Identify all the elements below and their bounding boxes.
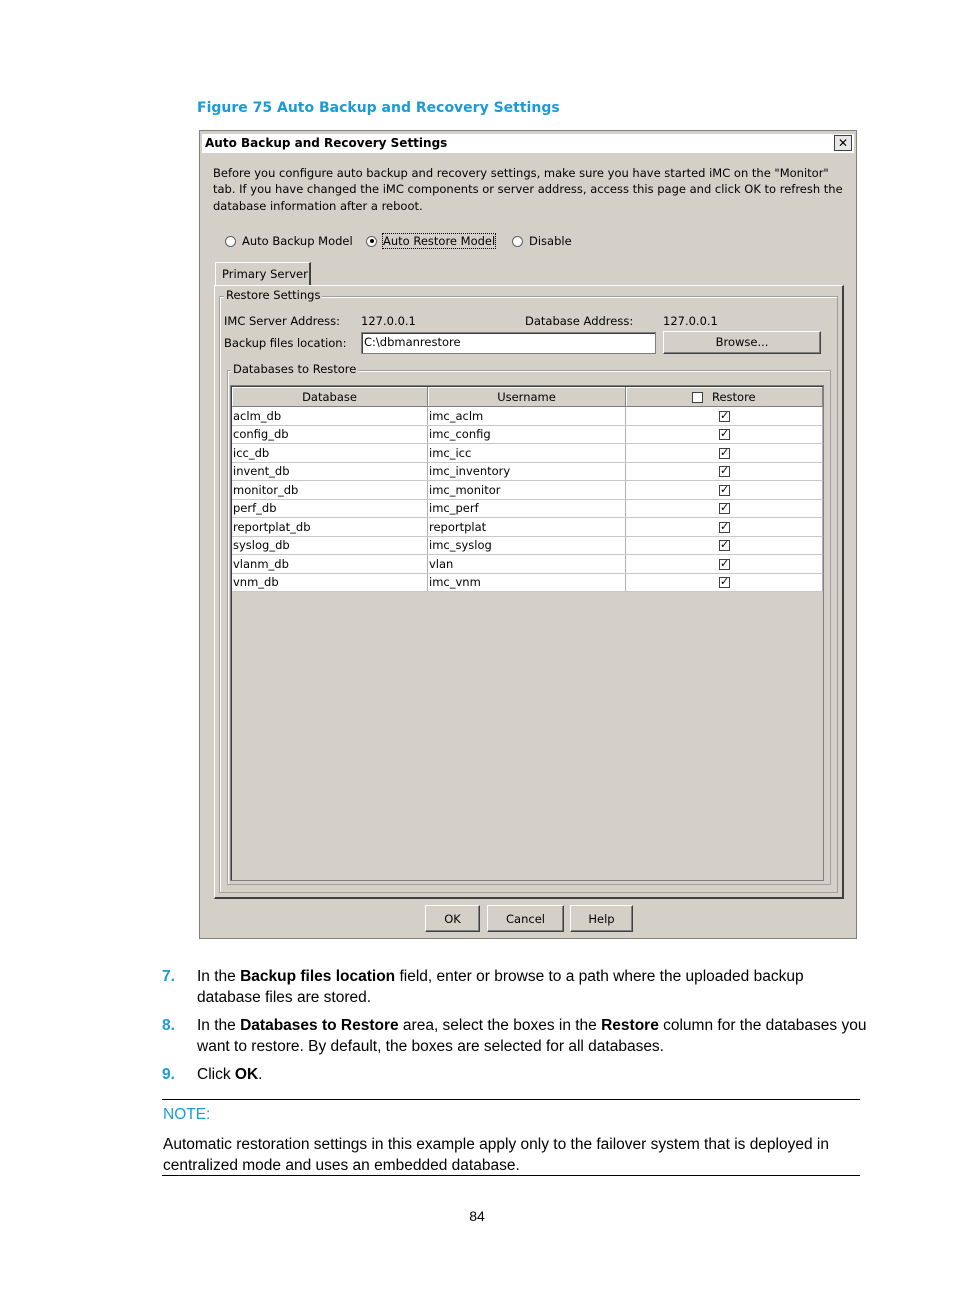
step-9 <box>162 1064 867 1085</box>
step-number: 7. <box>162 968 175 985</box>
imc-server-address-value: 127.0.0.1 <box>361 314 416 328</box>
step-bold: Backup files location <box>240 968 396 985</box>
database-cell: reportplat_db <box>232 518 428 537</box>
restore-checkbox[interactable] <box>719 540 730 551</box>
mode-disable[interactable] <box>512 234 572 248</box>
help-button[interactable]: Help <box>570 905 633 932</box>
database-cell: monitor_db <box>232 481 428 500</box>
restore-checkbox[interactable] <box>719 559 730 570</box>
database-cell: config_db <box>232 425 428 444</box>
username-cell: imc_vnm <box>428 573 626 592</box>
step-number: 9. <box>162 1066 175 1083</box>
restore-all-checkbox[interactable] <box>692 392 703 403</box>
step-text: column for the databases you want to restore. By default, the boxes are selected for all databases. <box>197 1017 867 1055</box>
backup-location-input[interactable]: C:\dbmanrestore <box>361 332 656 354</box>
table-row[interactable] <box>232 462 823 481</box>
username-cell: imc_monitor <box>428 481 626 500</box>
step-number: 8. <box>162 1017 175 1034</box>
restore-cell <box>626 573 823 592</box>
username-cell: imc_inventory <box>428 462 626 481</box>
table-row[interactable] <box>232 499 823 518</box>
databases-group-label: Databases to Restore <box>233 362 357 376</box>
browse-button[interactable]: Browse... <box>663 331 821 354</box>
table-row[interactable] <box>232 481 823 500</box>
step-text: In the <box>197 1017 241 1034</box>
restore-cell <box>626 536 823 555</box>
restore-cell <box>626 555 823 574</box>
restore-checkbox[interactable] <box>719 429 730 440</box>
restore-checkbox[interactable] <box>719 577 730 588</box>
col-username[interactable]: Username <box>428 387 626 407</box>
step-7 <box>162 966 867 1008</box>
database-address-value: 127.0.0.1 <box>663 314 718 328</box>
database-cell: perf_db <box>232 499 428 518</box>
step-text: In the <box>197 968 241 985</box>
table-row[interactable] <box>232 407 823 426</box>
restore-cell <box>626 481 823 500</box>
username-cell: imc_icc <box>428 444 626 463</box>
col-restore[interactable] <box>626 387 823 407</box>
database-cell: vnm_db <box>232 573 428 592</box>
restore-checkbox[interactable] <box>719 466 730 477</box>
restore-checkbox[interactable] <box>719 522 730 533</box>
restore-checkbox[interactable] <box>719 411 730 422</box>
username-cell: imc_perf <box>428 499 626 518</box>
table-row[interactable] <box>232 444 823 463</box>
table-row[interactable] <box>232 518 823 537</box>
restore-checkbox[interactable] <box>719 485 730 496</box>
col-restore-label: Restore <box>712 389 756 404</box>
database-address-label: Database Address: <box>525 314 634 328</box>
note-divider-bottom <box>162 1175 860 1176</box>
restore-cell <box>626 499 823 518</box>
step-bold: Restore <box>601 1017 659 1034</box>
table-row[interactable] <box>232 536 823 555</box>
username-cell: imc_syslog <box>428 536 626 555</box>
database-cell: vlanm_db <box>232 555 428 574</box>
step-bold: OK <box>234 1066 259 1083</box>
step-text: area, select the boxes in the <box>398 1017 602 1034</box>
database-cell: invent_db <box>232 462 428 481</box>
ok-button[interactable]: OK <box>425 905 480 932</box>
figure-caption: Figure 75 Auto Backup and Recovery Settings <box>197 100 560 116</box>
database-cell: icc_db <box>232 444 428 463</box>
mode-disable-label: Disable <box>529 234 572 248</box>
step-text: Click <box>197 1066 235 1083</box>
radio-disable[interactable] <box>512 236 523 247</box>
restore-cell <box>626 518 823 537</box>
mode-auto-restore[interactable] <box>366 234 495 248</box>
imc-server-address-label: IMC Server Address: <box>224 314 341 328</box>
database-cell: aclm_db <box>232 407 428 426</box>
steps-list <box>162 966 867 1092</box>
username-cell: vlan <box>428 555 626 574</box>
username-cell: imc_config <box>428 425 626 444</box>
databases-table-area <box>230 385 824 881</box>
restore-cell <box>626 425 823 444</box>
mode-auto-restore-label: Auto Restore Model <box>383 234 496 248</box>
step-text: field, enter or browse to a path where the uploaded backup database files are stored. <box>197 968 804 1006</box>
restore-cell <box>626 462 823 481</box>
radio-auto-restore[interactable] <box>366 236 377 247</box>
databases-table-body <box>232 407 823 592</box>
radio-auto-backup[interactable] <box>225 236 236 247</box>
close-icon[interactable]: ✕ <box>834 135 852 151</box>
table-row[interactable] <box>232 425 823 444</box>
step-8 <box>162 1015 867 1057</box>
restore-checkbox[interactable] <box>719 448 730 459</box>
restore-cell <box>626 407 823 426</box>
intro-text: Before you configure auto backup and recovery settings, make sure you have started iMC on the "Monitor" tab. If you have changed the iMC components or server address, access this page and click OK to refresh the database information after a reboot. <box>213 166 843 213</box>
username-cell: reportplat <box>428 518 626 537</box>
dialog-title: Auto Backup and Recovery Settings <box>205 136 448 150</box>
cancel-button[interactable]: Cancel <box>487 905 564 932</box>
backup-location-label: Backup files location: <box>224 336 347 350</box>
mode-auto-backup-label: Auto Backup Model <box>242 234 353 248</box>
mode-auto-backup[interactable] <box>225 234 353 248</box>
restore-checkbox[interactable] <box>719 503 730 514</box>
tab-primary-server[interactable]: Primary Server <box>215 262 311 285</box>
restore-settings-label: Restore Settings <box>226 288 321 302</box>
step-text: . <box>258 1066 263 1083</box>
note-text: Automatic restoration settings in this example apply only to the failover system that is deployed in centralized mode and uses an embedded database. <box>163 1136 829 1174</box>
username-cell: imc_aclm <box>428 407 626 426</box>
dialog-titlebar <box>202 134 854 153</box>
table-header-row <box>232 387 823 407</box>
table-row[interactable] <box>232 555 823 574</box>
note-divider-top <box>162 1099 860 1100</box>
step-bold: Databases to Restore <box>240 1017 399 1034</box>
col-database[interactable]: Database <box>232 387 428 407</box>
table-row[interactable] <box>232 573 823 592</box>
note-label: NOTE: <box>163 1106 211 1123</box>
restore-cell <box>626 444 823 463</box>
database-cell: syslog_db <box>232 536 428 555</box>
page-number: 84 <box>469 1208 485 1224</box>
databases-table <box>232 387 823 592</box>
